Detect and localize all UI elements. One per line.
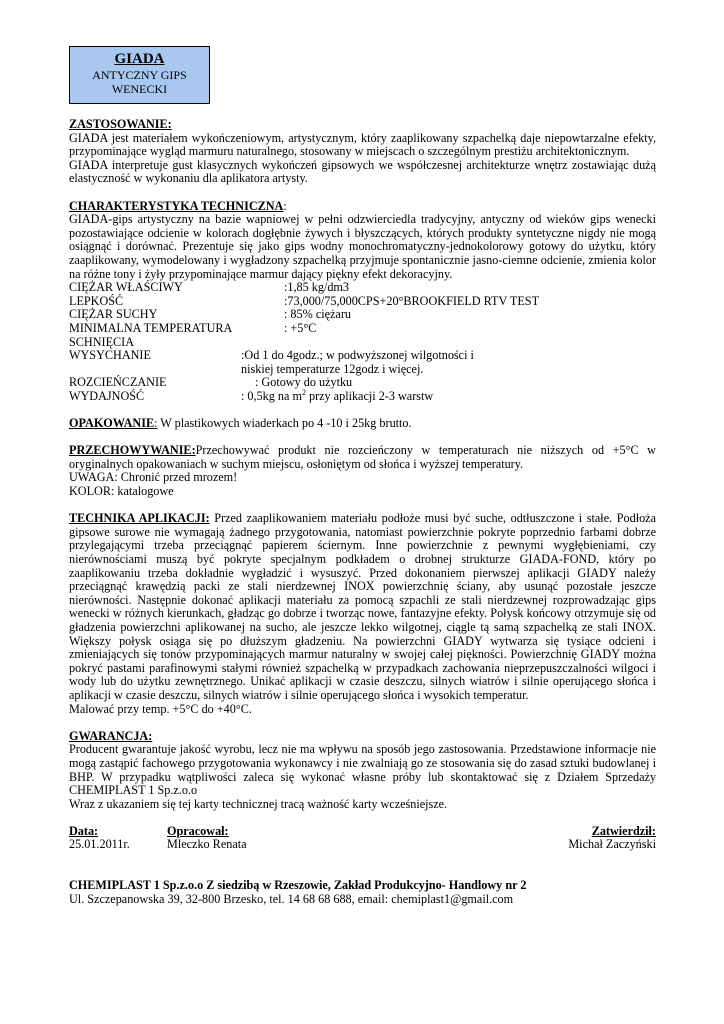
property-key: LEPKOŚĆ: [69, 293, 124, 308]
footer-company-line: CHEMIPLAST 1 Sp.z.o.o Z siedzibą w Rzeszowie, Zakład Produkcyjno- Handlowy nr 2: [69, 878, 527, 893]
rozcienczanie-row: [69, 376, 656, 390]
section-przechowywanie: [69, 444, 656, 498]
uwaga-text: UWAGA: Chronić przed mrozem!: [69, 470, 238, 485]
wydajnosc-value-b: przy aplikacji 2-3 warstw: [305, 388, 434, 403]
product-title-box: [69, 46, 210, 104]
document-page: [69, 46, 656, 906]
przechowywanie-text: Przechowywać produkt nie rozcieńczony w temperaturach nie niższych od +5°C w oryginalnych opakowaniach w suchym miejscu, osłoniętym od słońca i wyższej temperatury.: [69, 443, 656, 471]
malowac-text: Malować przy temp. +5°C do +40°C.: [69, 701, 252, 716]
property-row: [69, 295, 656, 309]
rozcienczanie-value: : Gotowy do użytku: [255, 375, 353, 390]
section-charakterystyka: [69, 200, 656, 404]
wydajnosc-row: [69, 387, 656, 404]
opakowanie-heading: OPAKOWANIE: [69, 416, 155, 431]
gwarancja-heading: GWARANCJA:: [69, 728, 153, 743]
property-key: CIĘŻAR SUCHY: [69, 307, 158, 322]
signature-block: [69, 825, 656, 852]
wysychanie-key: WYSYCHANIE: [69, 348, 151, 363]
section-gwarancja: [69, 730, 656, 812]
section-technika-aplikacji: [69, 512, 656, 716]
gwarancja-note: Wraz z ukazaniem się tej karty technicznej tracą ważność karty wcześniejsze.: [69, 796, 448, 811]
property-row: [69, 281, 656, 295]
wysychanie-value-2: niskiej temperaturze 12godz i więcej.: [241, 361, 424, 376]
zastosowanie-paragraph-2: GIADA interpretuje gust klasycznych wykończeń gipsowych we współczesnej architekturze wnętrz zostawiając dużą elastyczność w wykonaniu dla aplikatora artysty.: [69, 157, 656, 186]
zatwierdzil-value: Michał Zaczyński: [568, 837, 656, 852]
section-zastosowanie: [69, 118, 656, 186]
property-value: :73,000/75,000CPS+20°BROOKFIELD RTV TEST: [284, 293, 540, 308]
property-row: [69, 308, 656, 322]
property-value: : 85% ciężaru: [284, 307, 351, 322]
product-subtitle-1: ANTYCZNY GIPS: [92, 68, 187, 82]
product-title: GIADA: [114, 51, 165, 67]
opakowanie-colon: :: [154, 416, 158, 431]
technika-text: Przed zaaplikowaniem materiału podłoże musi być suche, odtłuszczone i stałe. Podłoża gipsowe surowe nie wymagają żadnego przygotowania, natomiast powierzchnie pokryte poprzednio farbami dobrze przylegającymi trzeba przeciągnąć papierem ściernym. Inne powierzchnie z pewnymi wygłębieniami, czy nierównościami muszą być pokryte specjalnym podkładem o drobnej strukturze GIADA-FOND, który po zaaplikowaniu trzeba dokładnie wygładzić i wysuszyć. Przed dokonaniem pierwszej aplikacji GIADY należy przeciągnąć krawędzią packi ze stali nierdzewnej INOX powierzchnię ściany, aby usunąć pozostałe jeszcze nierówności. Następnie dokonać aplikacji materiału za pomocą szpachli ze stali nierdzewnej rozprowadzając gips wenecki w różnych kierunkach, gładząc go dobrze i tworząc nowe, fantazyjne efekty. Połysk końcowy otrzymuje się od gładzenia powierzchni aplikowanej na sucho, ale jeszcze lekko wilgotnej, ciągle tą samą szpachelką ze stali INOX. Większy połysk osiąga się po dłuższym gładzeniu. Na powierzchni GIADY wytwarza się tysiące odcieni i zmieniających się tonów przypominających marmur naturalny w swojej całej piękności. Powierzchnię GIADY można pokryć pastami parafinowymi stałymi również szpachelką w przypadkach zachowania nieprzepuszczalności wilgoci i wody lub do użytku zewnętrznego. Unikać aplikacji w czasie deszczu, silnych wiatrów i silnie operującego słońca i aplikacji w czasie deszczu, silnych wiatrów i silnie operującego słońca i wysokich temperatur.: [69, 511, 656, 702]
schniecia-label: SCHNIĘCIA: [69, 334, 135, 349]
opracowal-column: [167, 825, 287, 852]
property-key: MINIMALNA TEMPERATURA: [69, 320, 233, 335]
opakowanie-text: W plastikowych wiaderkach po 4 -10 i 25kg brutto.: [157, 416, 412, 431]
wydajnosc-superscript: 2: [301, 387, 306, 397]
wysychanie-value-1: :Od 1 do 4godz.; w podwyższonej wilgotności i: [241, 348, 474, 363]
charakterystyka-paragraph: GIADA-gips artystyczny na bazie wapniowej w pełni odzwierciedla tradycyjny, antyczny od wieków gips wenecki pozostawiające odcienie w kolorach dogłębnie żywych i błyszczących, których produkty syntetyczne nigdy nie mogą osiągnąć i dorównać. Prezentuje się jako gips wodny monochromatyczny-jednokolorowy gotowy do użytku, który zaaplikowany, wymodelowany i wygładzony szpachelką przyjmuje spontanicznie jasno-ciemne odcienie, zmienia kolor na różne tony i żyły przypominające marmur dający piękny efekt dekoracyjny.: [69, 212, 656, 281]
opracowal-label: Opracował:: [167, 823, 229, 838]
company-footer: [69, 879, 656, 906]
footer-address-line: Ul. Szczepanowska 39, 32-800 Brzesko, tel. 14 68 68 688, email: chemiplast1@gmail.com: [69, 891, 514, 906]
zatwierdzil-label: Zatwierdził:: [591, 823, 656, 838]
charakterystyka-heading: CHARAKTERYSTYKA TECHNICZNA: [69, 198, 284, 213]
property-value: :1,85 kg/dm3: [284, 280, 350, 295]
wydajnosc-value-a: : 0,5kg na m: [241, 388, 302, 403]
charakterystyka-colon: :: [283, 198, 287, 213]
data-value: 25.01.2011r.: [69, 837, 130, 852]
rozcienczanie-key: ROZCIEŃCZANIE: [69, 375, 167, 390]
zastosowanie-paragraph-1: GIADA jest materiałem wykończeniowym, artystycznym, który zaaplikowany szpachelką daje niepowtarzalne efekty, przypominające wygląd marmuru naturalnego, stosowany w miejscach o szczególnym prestiżu architektonicznym.: [69, 130, 656, 159]
property-row: [69, 322, 656, 336]
section-opakowanie: [69, 417, 656, 431]
zatwierdzil-column: [526, 825, 656, 852]
wysychanie-row: [69, 349, 656, 363]
kolor-text: KOLOR: katalogowe: [69, 484, 174, 499]
zastosowanie-heading: ZASTOSOWANIE:: [69, 117, 172, 131]
property-key: CIĘŻAR WŁAŚCIWY: [69, 280, 183, 295]
product-subtitle-2: WENECKI: [111, 82, 168, 96]
technika-heading: TECHNIKA APLIKACJI:: [69, 511, 210, 526]
gwarancja-text: Producent gwarantuje jakość wyrobu, lecz nie ma wpływu na sposób jego zastosowania. Przedstawione informacje nie mogą zastąpić fachowego przygotowania wykonawcy i nie zwalniają go ze stosowania się do zasad sztuki budowlanej i BHP. W przypadku wątpliwości zaleca się wykonać własne próby lub skontaktować się z Działem Sprzedaży CHEMIPLAST 1 Sp.z.o.o: [69, 742, 656, 798]
wydajnosc-key: WYDAJNOŚĆ: [69, 388, 145, 403]
wydajnosc-value: [241, 387, 656, 404]
data-label: Data:: [69, 823, 99, 838]
property-value: : +5°C: [284, 320, 317, 335]
przechowywanie-heading: PRZECHOWYWANIE:: [69, 443, 196, 458]
opracowal-value: Mleczko Renata: [167, 837, 247, 852]
